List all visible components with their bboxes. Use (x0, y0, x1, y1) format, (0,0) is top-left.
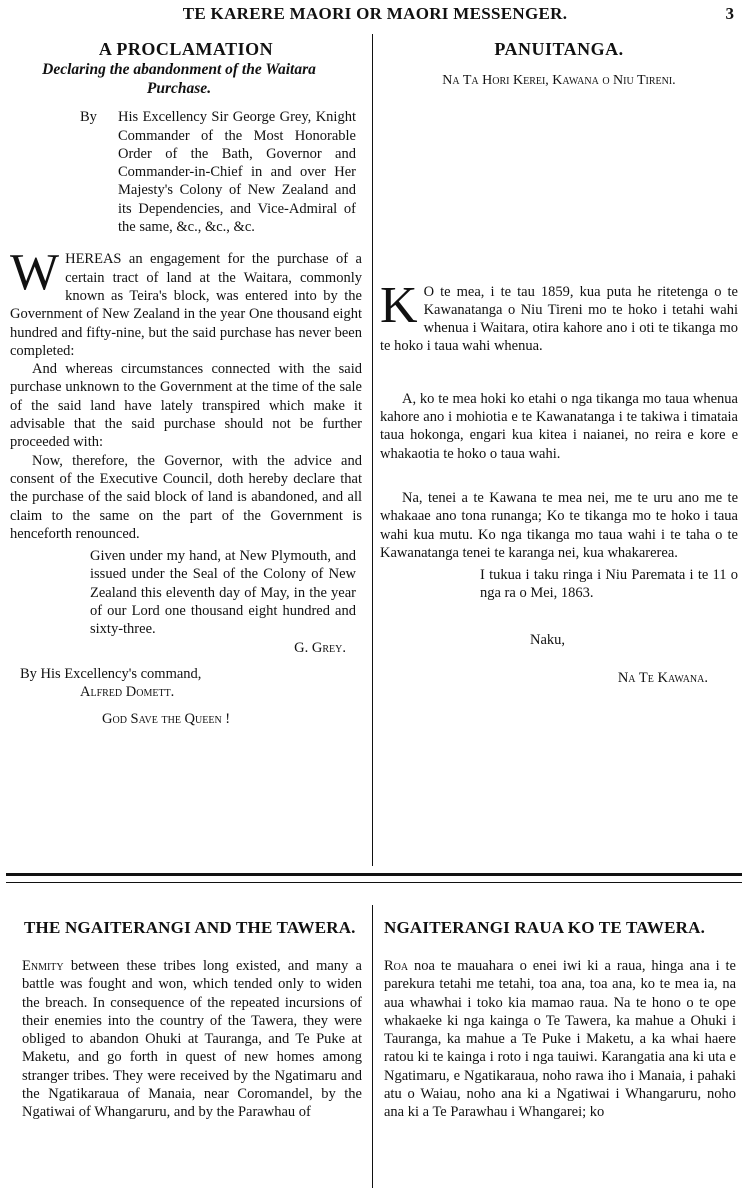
na-tenei-paragraph: Na, tenei a te Kawana te mea nei, me te uru ano me te whakaae ano tona runanga; Ko te tikanga mo te hoko i taua wahi kua mutu. Ko nga tikanga mo taua wahi i te taha o te Kawanatanga tenei te karanga nei, kua whakarerea. (380, 489, 738, 561)
secretary-name: Alfred Domett. (80, 684, 175, 701)
ko-te-mea-paragraph (380, 276, 738, 356)
by-label: By (80, 109, 97, 126)
roa-paragraph (384, 957, 736, 1122)
command-line: By His Excellency's command, (20, 665, 202, 682)
panuitanga-heading: PANUITANGA. (494, 39, 624, 59)
tukua-line: I tukua i taku ringa i Niu Paremata i te 11 o nga ra o Mei, 1863. (480, 567, 738, 602)
ngaiterangi-raua-heading: NGAITERANGI RAUA KO TE TAWERA. (384, 918, 706, 937)
ngaiterangi-english-article (22, 957, 362, 1122)
ko-te-mea-text: O te mea, i te tau 1859, kua puta he ritetenga o te Kawanatanga o Niu Tireni mo te hoko i tetahi wahi whenua i Waitara, otira kahore ano i oti te tikanga mo te hoko i taua wahi whenua. (380, 283, 738, 355)
column-rule-lower (372, 905, 373, 1188)
page-number: 3 (725, 4, 734, 23)
a-ko-te-mea-paragraph: A, ko te mea hoki ko etahi o nga tikanga mo taua whenua kahore ano i mohiotia e te Kawanatanga i te takiwa i timataia taua hokonga, engari kua kitea i naianei, no reira e kore e whakaotia te hoko o taua wahi. (380, 390, 738, 462)
whereas-paragraph (10, 244, 362, 360)
column-rule-upper (372, 34, 373, 866)
roa-text: noa te mauahara o enei iwi ki a raua, hinga ana i te parekura tetahi me tetahi, toa ana, toa ana, ko te mea ia, na aua whawhai i toko kia mamao raua. Na te hono o te ope whakaeke ki nga kainga o Te Tawera, ka mahue a Ohuki i Tauranga, ka mahue a Te Puke i Maketu, a ka whai haere ratou ki te kainga i roto i nga tauiwi. Karangatia ana ki uta e Ngatimaru, e Ngatikaraua, noho rawa iho i Manaia, i pahaki atu o Waiau, noho ana ki a Ngatiwai i Whangaruru, noho ana ki a Te Parawhau i Whangarei; ko (384, 958, 736, 1121)
proclamation-maori (380, 40, 738, 687)
kawana-signature: Na Te Kawana. (617, 670, 708, 687)
enmity-lead: Enmity (22, 958, 64, 974)
panuitanga-subheading: Na Ta Hori Kerei, Kawana o Niu Tireni. (442, 73, 676, 89)
whereas-text: HEREAS an engagement for the purchase of a certain tract of land at the Waitara, commonly known as Teira's block, was entered into by the Government of New Zealand in the year One thousand eight hundred and fifty-nine, but the said purchase has never been completed: (10, 251, 362, 359)
and-whereas-paragraph: And whereas circumstances connected with the said purchase unknown to the Government at the time of the sale of the said land have lately transpired which make it advisable that the said purchase should not be further proceeded with: (10, 361, 362, 451)
ngaiterangi-tawera-heading: THE NGAITERANGI AND THE TAWERA. (24, 918, 356, 937)
proclamation-heading: A PROCLAMATION (98, 39, 274, 59)
naku-line: Naku, (530, 631, 566, 648)
roa-lead: Roa (384, 958, 409, 974)
dropcap-k: K (380, 276, 418, 334)
proclamation-subheading: Declaring the abandonment of the Waitara Purchase. (42, 61, 316, 98)
now-therefore-paragraph: Now, therefore, the Governor, with the advice and consent of the Executive Council, doth hereby declare that the purchase of the said block of land is abandoned, and all claim to the same on the part of the Government is henceforth renounced. (10, 452, 362, 542)
dropcap-w: W (10, 244, 60, 302)
governor-title-block (80, 108, 356, 236)
governor-signature: G. Grey. (294, 639, 346, 656)
given-under-hand: Given under my hand, at New Plymouth, and issued under the Seal of the Colony of New Zealand this eleventh day of May, in the year of our Lord one thousand eight hundred and sixty-three. (90, 548, 356, 638)
god-save-the-queen: God Save the Queen ! (102, 710, 231, 727)
enmity-paragraph (22, 957, 362, 1122)
masthead-title: TE KARERE MAORI OR MAORI MESSENGER. (182, 4, 568, 23)
governor-title: His Excellency Sir George Grey, Knight Commander of the Most Honorable Order of the Bath, Governor and Commander-in-Chief in and over Her Majesty's Colony of New Zealand and its Dependencies, and Vice-Admiral of the same, &c., &c., &c. (118, 109, 356, 236)
ngaiterangi-maori-article (384, 957, 736, 1122)
enmity-text: between these tribes long existed, and many a battle was fought and won, which tended only to widen the breach. In consequence of the repeated incursions of their enemies into the country of the Tawera, they were obliged to abandon Ohuki at Tauranga, and Te Puke at Maketu, and go forth in quest of new homes among stranger tribes. They were received by the Ngatimaru and the Ngatikaraua of Manaia, near Coromandel, by the Ngatiwai of Whangaruru, and by the Parawhau of (22, 958, 362, 1121)
proclamation-english (10, 40, 362, 728)
section-divider (6, 873, 742, 883)
